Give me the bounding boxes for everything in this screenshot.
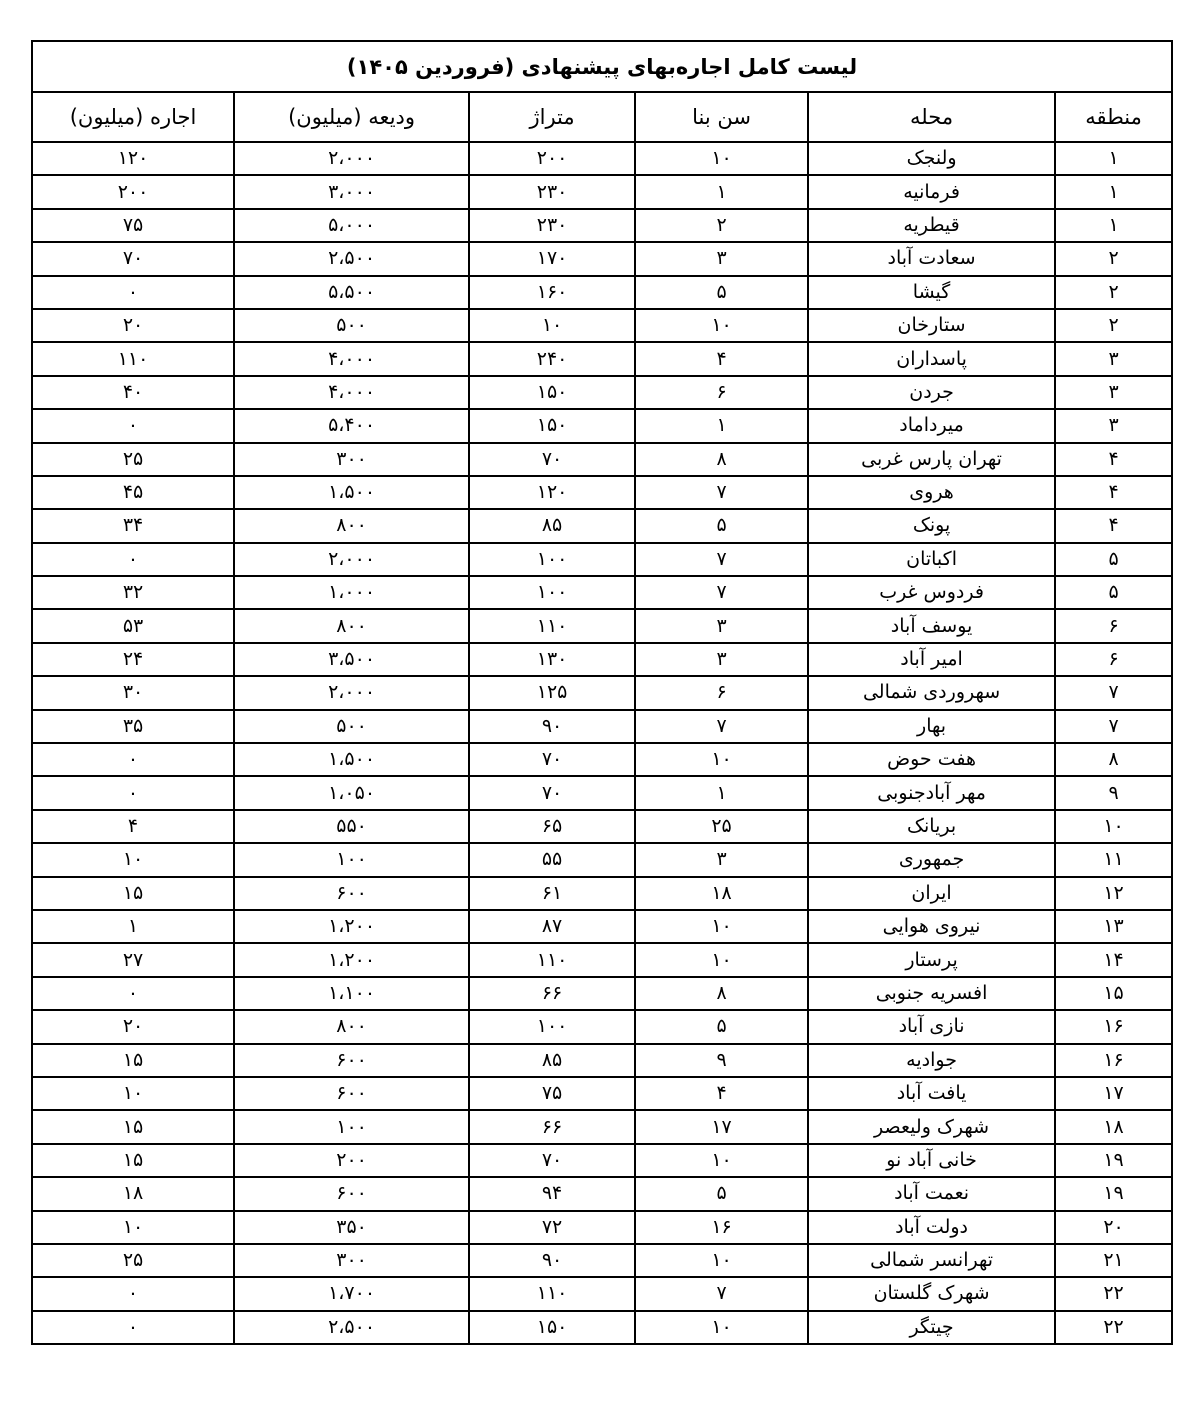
area-cell: ۶۱ xyxy=(469,877,635,910)
table-row xyxy=(32,209,1172,242)
deposit-cell: ۸۰۰ xyxy=(234,509,469,542)
rent-cell: ۳۰ xyxy=(32,676,234,709)
rent-cell: ۱۲۰ xyxy=(32,142,234,175)
neighborhood-cell: خانی آباد نو xyxy=(808,1144,1055,1177)
district-cell: ۲۰ xyxy=(1055,1211,1172,1244)
rent-cell: ۱ xyxy=(32,910,234,943)
table-row xyxy=(32,1244,1172,1277)
area-cell: ۲۳۰ xyxy=(469,209,635,242)
neighborhood-cell: نیروی هوایی xyxy=(808,910,1055,943)
area-cell: ۷۰ xyxy=(469,1144,635,1177)
neighborhood-cell: پاسداران xyxy=(808,342,1055,375)
deposit-cell: ۱،۷۰۰ xyxy=(234,1277,469,1310)
table-row xyxy=(32,776,1172,809)
table-row xyxy=(32,142,1172,175)
district-cell: ۲ xyxy=(1055,242,1172,275)
area-cell: ۶۶ xyxy=(469,977,635,1010)
deposit-cell: ۵،۵۰۰ xyxy=(234,276,469,309)
deposit-cell: ۸۰۰ xyxy=(234,1010,469,1043)
deposit-cell: ۵۵۰ xyxy=(234,810,469,843)
building-age-cell: ۸ xyxy=(635,977,808,1010)
district-cell: ۱۶ xyxy=(1055,1044,1172,1077)
area-cell: ۱۰۰ xyxy=(469,576,635,609)
deposit-cell: ۲،۵۰۰ xyxy=(234,1311,469,1344)
building-age-cell: ۵ xyxy=(635,1010,808,1043)
building-age-cell: ۵ xyxy=(635,509,808,542)
deposit-cell: ۳،۰۰۰ xyxy=(234,175,469,208)
table-row xyxy=(32,743,1172,776)
district-cell: ۱۸ xyxy=(1055,1110,1172,1143)
neighborhood-cell: گیشا xyxy=(808,276,1055,309)
table-row xyxy=(32,309,1172,342)
table-row xyxy=(32,543,1172,576)
building-age-cell: ۱۰ xyxy=(635,943,808,976)
rent-cell: ۱۰ xyxy=(32,843,234,876)
neighborhood-cell: نازی آباد xyxy=(808,1010,1055,1043)
deposit-cell: ۴،۰۰۰ xyxy=(234,376,469,409)
table-row xyxy=(32,276,1172,309)
table-row xyxy=(32,443,1172,476)
rent-cell: ۰ xyxy=(32,276,234,309)
district-cell: ۲ xyxy=(1055,276,1172,309)
table-body xyxy=(32,142,1172,1344)
rent-cell: ۱۵ xyxy=(32,1144,234,1177)
table-row xyxy=(32,242,1172,275)
rent-cell: ۰ xyxy=(32,543,234,576)
building-age-cell: ۱۰ xyxy=(635,1144,808,1177)
area-cell: ۲۴۰ xyxy=(469,342,635,375)
rent-cell: ۱۰ xyxy=(32,1077,234,1110)
neighborhood-cell: یوسف آباد xyxy=(808,609,1055,642)
building-age-cell: ۱ xyxy=(635,776,808,809)
building-age-cell: ۱۰ xyxy=(635,309,808,342)
neighborhood-cell: سعادت آباد xyxy=(808,242,1055,275)
neighborhood-cell: هفت حوض xyxy=(808,743,1055,776)
neighborhood-cell: هروی xyxy=(808,476,1055,509)
building-age-cell: ۷ xyxy=(635,576,808,609)
district-cell: ۹ xyxy=(1055,776,1172,809)
table-row xyxy=(32,1177,1172,1210)
table-row xyxy=(32,409,1172,442)
building-age-cell: ۱۰ xyxy=(635,1311,808,1344)
deposit-cell: ۳،۵۰۰ xyxy=(234,643,469,676)
deposit-cell: ۶۰۰ xyxy=(234,1044,469,1077)
rent-cell: ۴۰ xyxy=(32,376,234,409)
deposit-cell: ۱۰۰ xyxy=(234,1110,469,1143)
table-row xyxy=(32,1010,1172,1043)
title-row xyxy=(32,41,1172,92)
area-cell: ۶۵ xyxy=(469,810,635,843)
building-age-cell: ۲۵ xyxy=(635,810,808,843)
district-cell: ۱۱ xyxy=(1055,843,1172,876)
deposit-cell: ۵۰۰ xyxy=(234,309,469,342)
district-cell: ۲۲ xyxy=(1055,1311,1172,1344)
neighborhood-cell: میرداماد xyxy=(808,409,1055,442)
table-row xyxy=(32,676,1172,709)
area-cell: ۸۵ xyxy=(469,509,635,542)
area-cell: ۱۱۰ xyxy=(469,609,635,642)
area-cell: ۱۵۰ xyxy=(469,1311,635,1344)
header-neighborhood: محله xyxy=(808,92,1055,142)
deposit-cell: ۲،۵۰۰ xyxy=(234,242,469,275)
table-title: لیست کامل اجاره‌بهای پیشنهادی (فروردین ۱۴۰۵) xyxy=(32,41,1172,92)
area-cell: ۱۰ xyxy=(469,309,635,342)
table-row xyxy=(32,1044,1172,1077)
building-age-cell: ۱۰ xyxy=(635,142,808,175)
area-cell: ۷۵ xyxy=(469,1077,635,1110)
deposit-cell: ۱۰۰ xyxy=(234,843,469,876)
table-row xyxy=(32,810,1172,843)
building-age-cell: ۳ xyxy=(635,843,808,876)
neighborhood-cell: مهر آبادجنوبی xyxy=(808,776,1055,809)
neighborhood-cell: شهرک گلستان xyxy=(808,1277,1055,1310)
area-cell: ۱۵۰ xyxy=(469,409,635,442)
table-row xyxy=(32,843,1172,876)
deposit-cell: ۸۰۰ xyxy=(234,609,469,642)
area-cell: ۹۰ xyxy=(469,1244,635,1277)
table-row xyxy=(32,910,1172,943)
district-cell: ۱۹ xyxy=(1055,1144,1172,1177)
neighborhood-cell: نعمت آباد xyxy=(808,1177,1055,1210)
rent-cell: ۰ xyxy=(32,977,234,1010)
rent-cell: ۲۷ xyxy=(32,943,234,976)
building-age-cell: ۱۶ xyxy=(635,1211,808,1244)
district-cell: ۴ xyxy=(1055,476,1172,509)
table-row xyxy=(32,342,1172,375)
table-row xyxy=(32,1144,1172,1177)
neighborhood-cell: امیر آباد xyxy=(808,643,1055,676)
building-age-cell: ۱۰ xyxy=(635,743,808,776)
table-row xyxy=(32,1077,1172,1110)
deposit-cell: ۲،۰۰۰ xyxy=(234,142,469,175)
header-building-age: سن بنا xyxy=(635,92,808,142)
building-age-cell: ۲ xyxy=(635,209,808,242)
building-age-cell: ۷ xyxy=(635,476,808,509)
table-row xyxy=(32,977,1172,1010)
table-row xyxy=(32,509,1172,542)
header-row xyxy=(32,92,1172,142)
rent-cell: ۱۵ xyxy=(32,1110,234,1143)
deposit-cell: ۶۰۰ xyxy=(234,1077,469,1110)
building-age-cell: ۵ xyxy=(635,276,808,309)
header-district: منطقه xyxy=(1055,92,1172,142)
district-cell: ۴ xyxy=(1055,509,1172,542)
deposit-cell: ۱،۱۰۰ xyxy=(234,977,469,1010)
header-area: متراژ xyxy=(469,92,635,142)
neighborhood-cell: دولت آباد xyxy=(808,1211,1055,1244)
district-cell: ۱۰ xyxy=(1055,810,1172,843)
building-age-cell: ۵ xyxy=(635,1177,808,1210)
rent-cell: ۴۵ xyxy=(32,476,234,509)
deposit-cell: ۱،۲۰۰ xyxy=(234,943,469,976)
building-age-cell: ۶ xyxy=(635,376,808,409)
district-cell: ۲۱ xyxy=(1055,1244,1172,1277)
district-cell: ۲ xyxy=(1055,309,1172,342)
district-cell: ۱۲ xyxy=(1055,877,1172,910)
district-cell: ۶ xyxy=(1055,609,1172,642)
neighborhood-cell: فردوس غرب xyxy=(808,576,1055,609)
area-cell: ۷۲ xyxy=(469,1211,635,1244)
district-cell: ۷ xyxy=(1055,676,1172,709)
rent-cell: ۲۰ xyxy=(32,1010,234,1043)
neighborhood-cell: ستارخان xyxy=(808,309,1055,342)
district-cell: ۱۳ xyxy=(1055,910,1172,943)
area-cell: ۱۳۰ xyxy=(469,643,635,676)
neighborhood-cell: جمهوری xyxy=(808,843,1055,876)
area-cell: ۸۵ xyxy=(469,1044,635,1077)
area-cell: ۱۱۰ xyxy=(469,1277,635,1310)
district-cell: ۲۲ xyxy=(1055,1277,1172,1310)
neighborhood-cell: شهرک ولیعصر xyxy=(808,1110,1055,1143)
district-cell: ۱۹ xyxy=(1055,1177,1172,1210)
table-row xyxy=(32,1110,1172,1143)
building-age-cell: ۱۰ xyxy=(635,1244,808,1277)
rent-table xyxy=(31,40,1173,1345)
district-cell: ۱۴ xyxy=(1055,943,1172,976)
district-cell: ۳ xyxy=(1055,342,1172,375)
area-cell: ۹۰ xyxy=(469,710,635,743)
deposit-cell: ۱،۰۰۰ xyxy=(234,576,469,609)
neighborhood-cell: بریانک xyxy=(808,810,1055,843)
rent-cell: ۷۰ xyxy=(32,242,234,275)
neighborhood-cell: اکباتان xyxy=(808,543,1055,576)
neighborhood-cell: جوادیه xyxy=(808,1044,1055,1077)
area-cell: ۷۰ xyxy=(469,776,635,809)
neighborhood-cell: یافت آباد xyxy=(808,1077,1055,1110)
area-cell: ۱۰۰ xyxy=(469,1010,635,1043)
rent-cell: ۵۳ xyxy=(32,609,234,642)
district-cell: ۴ xyxy=(1055,443,1172,476)
rent-cell: ۱۰ xyxy=(32,1211,234,1244)
rent-cell: ۰ xyxy=(32,409,234,442)
neighborhood-cell: تهران پارس غربی xyxy=(808,443,1055,476)
district-cell: ۵ xyxy=(1055,543,1172,576)
area-cell: ۲۰۰ xyxy=(469,142,635,175)
header-deposit: ودیعه (میلیون) xyxy=(234,92,469,142)
district-cell: ۱۵ xyxy=(1055,977,1172,1010)
deposit-cell: ۲۰۰ xyxy=(234,1144,469,1177)
deposit-cell: ۴،۰۰۰ xyxy=(234,342,469,375)
building-age-cell: ۶ xyxy=(635,676,808,709)
building-age-cell: ۷ xyxy=(635,543,808,576)
deposit-cell: ۶۰۰ xyxy=(234,1177,469,1210)
rent-cell: ۲۴ xyxy=(32,643,234,676)
area-cell: ۷۰ xyxy=(469,743,635,776)
deposit-cell: ۵،۴۰۰ xyxy=(234,409,469,442)
area-cell: ۱۵۰ xyxy=(469,376,635,409)
building-age-cell: ۱۸ xyxy=(635,877,808,910)
table-row xyxy=(32,376,1172,409)
rent-cell: ۷۵ xyxy=(32,209,234,242)
table-row xyxy=(32,1211,1172,1244)
district-cell: ۸ xyxy=(1055,743,1172,776)
building-age-cell: ۴ xyxy=(635,342,808,375)
deposit-cell: ۵۰۰ xyxy=(234,710,469,743)
neighborhood-cell: فرمانیه xyxy=(808,175,1055,208)
district-cell: ۳ xyxy=(1055,376,1172,409)
rent-cell: ۰ xyxy=(32,743,234,776)
deposit-cell: ۳۰۰ xyxy=(234,443,469,476)
neighborhood-cell: تهرانسر شمالی xyxy=(808,1244,1055,1277)
table-row xyxy=(32,877,1172,910)
area-cell: ۱۱۰ xyxy=(469,943,635,976)
table-row xyxy=(32,609,1172,642)
building-age-cell: ۷ xyxy=(635,1277,808,1310)
area-cell: ۱۲۵ xyxy=(469,676,635,709)
area-cell: ۹۴ xyxy=(469,1177,635,1210)
table-row xyxy=(32,943,1172,976)
rent-cell: ۰ xyxy=(32,1311,234,1344)
rent-cell: ۴ xyxy=(32,810,234,843)
rent-cell: ۱۵ xyxy=(32,1044,234,1077)
rent-cell: ۲۵ xyxy=(32,1244,234,1277)
deposit-cell: ۱،۵۰۰ xyxy=(234,476,469,509)
neighborhood-cell: چیتگر xyxy=(808,1311,1055,1344)
table-row xyxy=(32,576,1172,609)
building-age-cell: ۸ xyxy=(635,443,808,476)
deposit-cell: ۱،۵۰۰ xyxy=(234,743,469,776)
building-age-cell: ۳ xyxy=(635,643,808,676)
building-age-cell: ۱۰ xyxy=(635,910,808,943)
building-age-cell: ۴ xyxy=(635,1077,808,1110)
district-cell: ۵ xyxy=(1055,576,1172,609)
neighborhood-cell: ولنجک xyxy=(808,142,1055,175)
table-row xyxy=(32,643,1172,676)
area-cell: ۲۳۰ xyxy=(469,175,635,208)
neighborhood-cell: بهار xyxy=(808,710,1055,743)
neighborhood-cell: جردن xyxy=(808,376,1055,409)
deposit-cell: ۳۵۰ xyxy=(234,1211,469,1244)
building-age-cell: ۳ xyxy=(635,609,808,642)
deposit-cell: ۱،۰۵۰ xyxy=(234,776,469,809)
rent-cell: ۱۸ xyxy=(32,1177,234,1210)
rent-cell: ۰ xyxy=(32,776,234,809)
table-row xyxy=(32,1277,1172,1310)
rent-cell: ۱۵ xyxy=(32,877,234,910)
district-cell: ۱ xyxy=(1055,175,1172,208)
area-cell: ۶۶ xyxy=(469,1110,635,1143)
area-cell: ۱۲۰ xyxy=(469,476,635,509)
table-row xyxy=(32,476,1172,509)
building-age-cell: ۷ xyxy=(635,710,808,743)
district-cell: ۳ xyxy=(1055,409,1172,442)
rent-cell: ۲۵ xyxy=(32,443,234,476)
neighborhood-cell: افسریه جنوبی xyxy=(808,977,1055,1010)
neighborhood-cell: سهروردی شمالی xyxy=(808,676,1055,709)
district-cell: ۷ xyxy=(1055,710,1172,743)
district-cell: ۱ xyxy=(1055,209,1172,242)
district-cell: ۱ xyxy=(1055,142,1172,175)
area-cell: ۱۰۰ xyxy=(469,543,635,576)
building-age-cell: ۱ xyxy=(635,175,808,208)
area-cell: ۱۶۰ xyxy=(469,276,635,309)
neighborhood-cell: پونک xyxy=(808,509,1055,542)
building-age-cell: ۹ xyxy=(635,1044,808,1077)
deposit-cell: ۶۰۰ xyxy=(234,877,469,910)
deposit-cell: ۲،۰۰۰ xyxy=(234,676,469,709)
deposit-cell: ۲،۰۰۰ xyxy=(234,543,469,576)
table-row xyxy=(32,1311,1172,1344)
district-cell: ۱۷ xyxy=(1055,1077,1172,1110)
rent-cell: ۳۲ xyxy=(32,576,234,609)
table-row xyxy=(32,175,1172,208)
rent-cell: ۳۵ xyxy=(32,710,234,743)
building-age-cell: ۱ xyxy=(635,409,808,442)
rent-cell: ۲۰۰ xyxy=(32,175,234,208)
rent-cell: ۱۱۰ xyxy=(32,342,234,375)
deposit-cell: ۱،۲۰۰ xyxy=(234,910,469,943)
neighborhood-cell: پرستار xyxy=(808,943,1055,976)
area-cell: ۸۷ xyxy=(469,910,635,943)
header-rent: اجاره (میلیون) xyxy=(32,92,234,142)
rent-cell: ۲۰ xyxy=(32,309,234,342)
building-age-cell: ۳ xyxy=(635,242,808,275)
area-cell: ۵۵ xyxy=(469,843,635,876)
neighborhood-cell: ایران xyxy=(808,877,1055,910)
district-cell: ۶ xyxy=(1055,643,1172,676)
deposit-cell: ۳۰۰ xyxy=(234,1244,469,1277)
rent-cell: ۳۴ xyxy=(32,509,234,542)
deposit-cell: ۵،۰۰۰ xyxy=(234,209,469,242)
rent-cell: ۰ xyxy=(32,1277,234,1310)
area-cell: ۱۷۰ xyxy=(469,242,635,275)
table-row xyxy=(32,710,1172,743)
area-cell: ۷۰ xyxy=(469,443,635,476)
neighborhood-cell: قیطریه xyxy=(808,209,1055,242)
district-cell: ۱۶ xyxy=(1055,1010,1172,1043)
building-age-cell: ۱۷ xyxy=(635,1110,808,1143)
